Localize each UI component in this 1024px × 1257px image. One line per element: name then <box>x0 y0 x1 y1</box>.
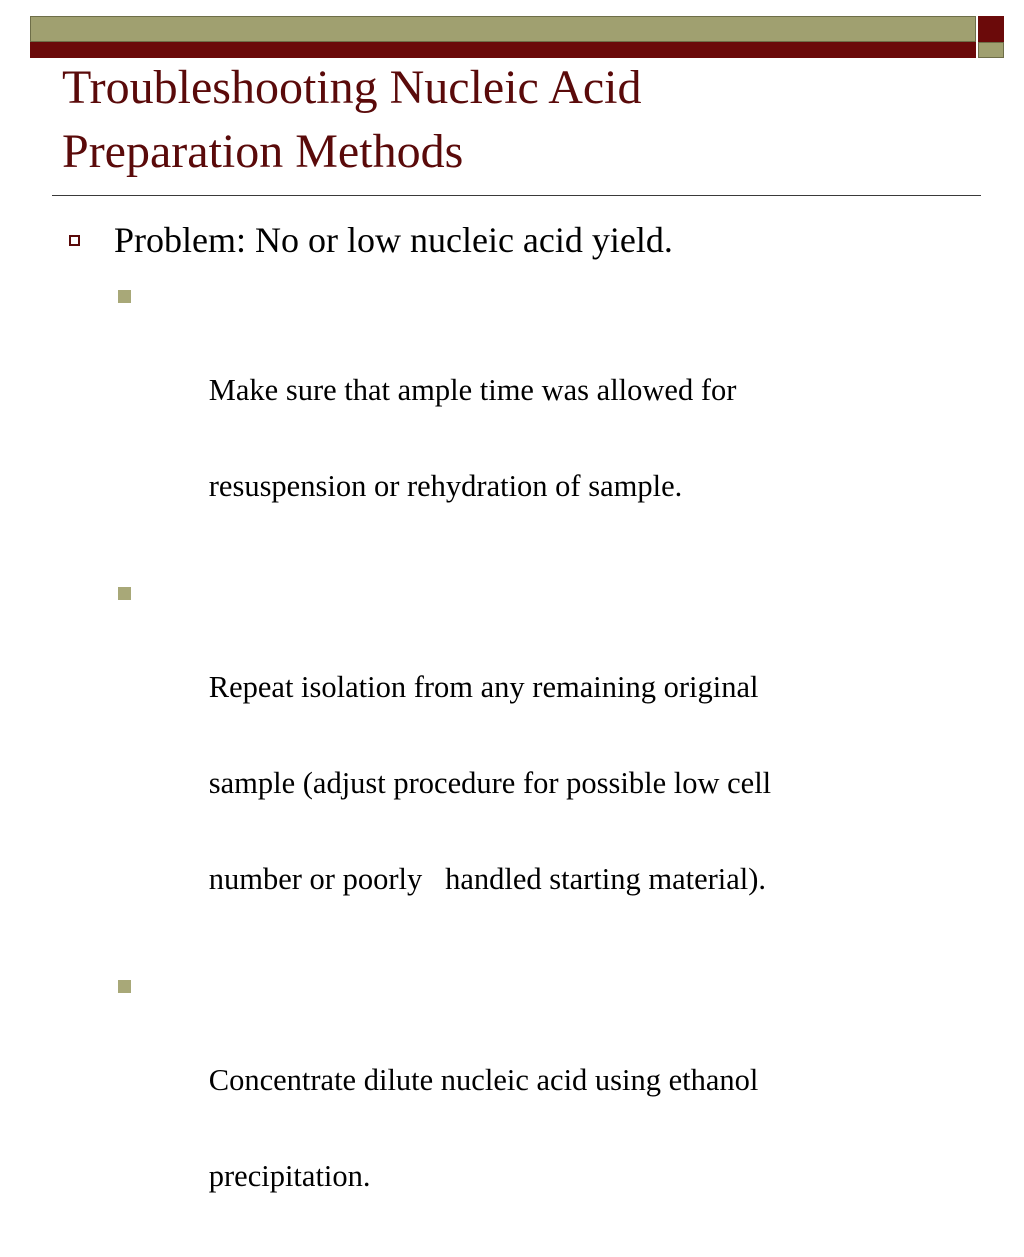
header-bar-olive <box>30 16 976 42</box>
sub-bullet-line: Make sure that ample time was allowed for <box>208 373 737 407</box>
slide-body <box>62 214 962 1257</box>
sub-bullet-line: precipitation. <box>208 1159 371 1193</box>
header-square-olive <box>978 42 1004 58</box>
filled-square-bullet-icon <box>118 980 131 993</box>
sub-bullet-line: sample (adjust procedure for possible low cell <box>208 766 772 800</box>
hollow-square-bullet-icon <box>69 235 80 246</box>
sub-bullet-line: Concentrate dilute nucleic acid using ethanol <box>208 1063 759 1097</box>
header-square-maroon <box>978 16 1004 42</box>
sub-bullet-line: resuspension or rehydration of sample. <box>208 469 683 503</box>
sub-bullet-concentrate <box>62 960 962 1248</box>
sub-bullet-list <box>62 270 962 1248</box>
sub-bullet-ample-time <box>62 270 962 558</box>
sub-bullet-line: number or poorly handled starting material). <box>208 862 767 896</box>
filled-square-bullet-icon <box>118 290 131 303</box>
filled-square-bullet-icon <box>118 587 131 600</box>
slide-title <box>62 56 962 184</box>
bullet-problem-text: Problem: No or low nucleic acid yield. <box>114 220 673 260</box>
slide-title-line-1: Troubleshooting Nucleic Acid <box>62 61 642 114</box>
sub-bullet-repeat-isolation <box>62 567 962 951</box>
sub-bullet-line: Repeat isolation from any remaining original <box>208 670 759 704</box>
bullet-problem <box>62 214 962 266</box>
title-divider <box>52 195 981 196</box>
slide-title-line-2: Preparation Methods <box>62 125 464 178</box>
